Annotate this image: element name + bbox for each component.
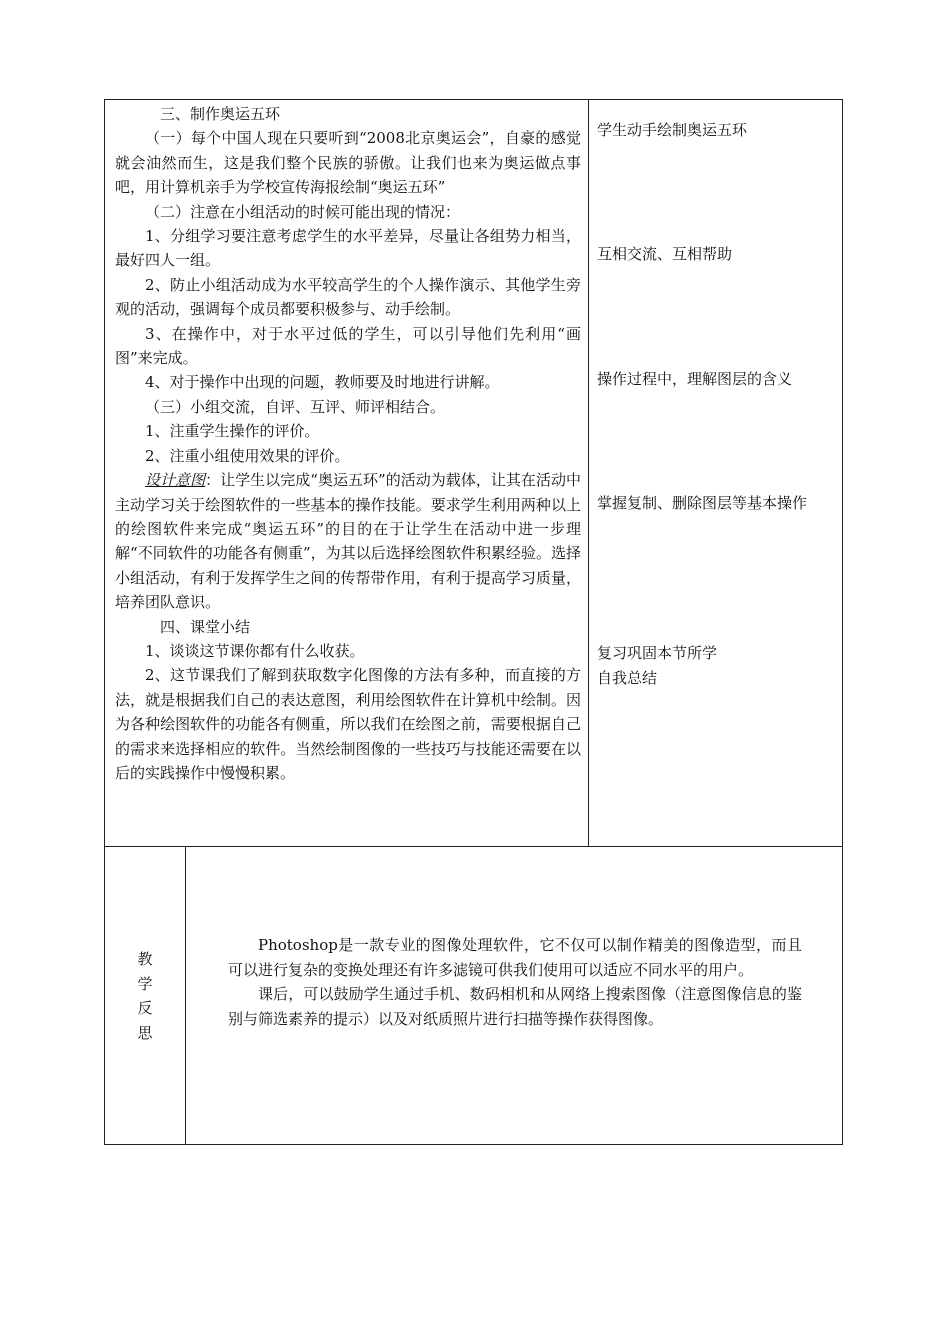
reflection-label	[133, 947, 157, 1045]
paragraph: （三）小组交流，自评、互评、师评相结合。	[145, 397, 446, 416]
paragraph: 2、防止小组活动成为水平较高学生的个人操作演示、其他学生旁观的活动，强调每个成员都要积极参与、动手绘制。	[115, 275, 581, 319]
teaching-content-column	[115, 102, 581, 785]
paragraph: 1、谈谈这节课你都有什么收获。	[145, 641, 365, 660]
reflection-content	[228, 933, 802, 1031]
activity-note: 学生动手绘制奥运五环	[597, 121, 748, 139]
column-divider	[588, 100, 589, 846]
column-divider	[185, 847, 186, 1144]
paragraph: 1、注重学生操作的评价。	[145, 422, 320, 441]
paragraph: （一）每个中国人现在只要听到“2008北京奥运会”，自豪的感觉就会油然而生，这是我们整个民族的骄傲。让我们也来为奥运做点事吧，用计算机亲手为学校宣传海报绘制“奥运五环”	[115, 129, 581, 197]
label-char: 学	[137, 974, 153, 993]
paragraph: 1、分组学习要注意考虑学生的水平差异，尽量让各组势力相当，最好四人一组。	[115, 227, 581, 270]
reflection-paragraph: 课后，可以鼓励学生通过手机、数码相机和从网络上搜索图像（注意图像信息的鉴别与筛选素养的提示）以及对纸质照片进行扫描等操作获得图像。	[228, 985, 802, 1028]
reflection-paragraph: Photoshop是一款专业的图像处理软件，它不仅可以制作精美的图像造型，而且可以进行复杂的变换处理还有许多滤镜可供我们使用可以适应不同水平的用户。	[228, 936, 802, 979]
paragraph: 2、注重小组使用效果的评价。	[145, 446, 350, 465]
paragraph: （二）注意在小组活动的时候可能出现的情况：	[145, 202, 461, 221]
section-heading-olympic-rings: 三、制作奥运五环	[160, 105, 281, 123]
teaching-reflection-table	[104, 846, 843, 1145]
design-intent-text: ：让学生以完成“奥运五环”的活动为载体，让其在活动中主动学习关于绘图软件的一些基本的操作技能。要求学生利用两种以上的绘图软件来完成“奥运五环”的目的在于让学生在活动中进一步理解“不同软件的功能各有侧重”，为其以后选择绘图软件积累经验。选择小组活动，有利于发挥学生之间的传帮带作用，有利于提高学习质量，培养团队意识。	[115, 471, 581, 612]
design-intent-paragraph	[115, 468, 581, 614]
lesson-process-table	[104, 99, 843, 847]
design-intent-label: 设计意图	[145, 471, 206, 490]
paragraph: 4、对于操作中出现的问题，教师要及时地进行讲解。	[145, 373, 500, 392]
label-char: 反	[137, 999, 153, 1017]
activity-note: 复习巩固本节所学	[597, 644, 718, 662]
activity-note: 互相交流、互相帮助	[597, 245, 733, 263]
activity-note: 操作过程中，理解图层的含义	[597, 370, 793, 388]
activity-note: 掌握复制、删除图层等基本操作	[597, 494, 808, 512]
activity-note: 自我总结	[597, 669, 658, 687]
label-char: 思	[137, 1023, 153, 1042]
paragraph: 2、这节课我们了解到获取数字化图像的方法有多种，而直接的方法，就是根据我们自己的表达意图，利用绘图软件在计算机中绘制。因为各种绘图软件的功能各有侧重，所以我们在绘图之前，需要根据自己的需求来选择相应的软件。当然绘制图像的一些技巧与技能还需要在以后的实践操作中慢慢积累。	[115, 666, 581, 782]
paragraph: 3、在操作中，对于水平过低的学生，可以引导他们先利用“画图”来完成。	[115, 324, 581, 368]
section-heading-summary: 四、课堂小结	[160, 617, 251, 636]
label-char: 教	[137, 950, 153, 968]
